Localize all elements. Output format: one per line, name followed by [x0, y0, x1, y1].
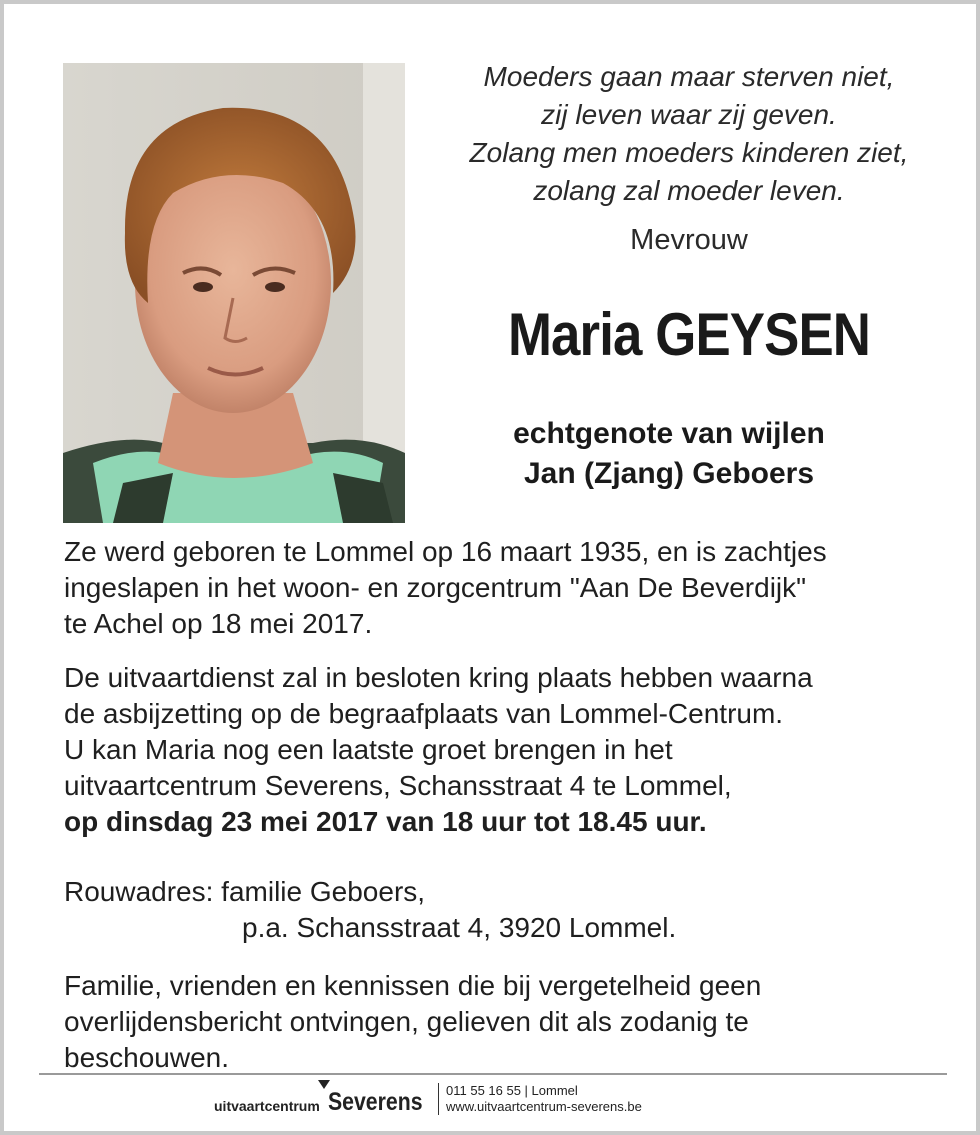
deceased-name: Maria GEYSEN — [507, 301, 871, 368]
spouse-line: Jan (Zjang) Geboers — [523, 457, 815, 490]
poem-line: zij leven waar zij geven. — [541, 99, 837, 130]
logo-name: Severens — [328, 1088, 423, 1116]
text-line: Familie, vrienden en kennissen die bij vergetelheid geen — [64, 970, 762, 1001]
footer-divider — [39, 1073, 947, 1075]
text-line: beschouwen. — [64, 1042, 230, 1073]
text-line: De uitvaartdienst zal in besloten kring plaats hebben waarna — [64, 662, 813, 693]
poem-line: Zolang men moeders kinderen ziet, — [469, 137, 909, 168]
honorific: Mevrouw — [630, 224, 748, 256]
text-line: overlijdensbericht ontvingen, gelieven dit als zodanig te — [64, 1006, 749, 1037]
portrait-photo — [63, 63, 405, 523]
text-line: Ze werd geboren te Lommel op 16 maart 1935, en is zachtjes — [64, 536, 827, 567]
text-line: ingeslapen in het woon- en zorgcentrum "Aan De Beverdijk" — [64, 572, 807, 603]
address-line: Rouwadres: familie Geboers, — [64, 876, 426, 907]
text-line: uitvaartcentrum Severens, Schansstraat 4 te Lommel, — [64, 770, 732, 801]
text-line: te Achel op 18 mei 2017. — [64, 608, 373, 639]
footer-separator — [438, 1083, 439, 1115]
poem-line: Moeders gaan maar sterven niet, — [483, 61, 895, 92]
poem — [414, 58, 964, 210]
address-paragraph — [64, 874, 944, 946]
service-paragraph — [64, 660, 944, 840]
address-line: p.a. Schansstraat 4, 3920 Lommel. — [242, 912, 677, 943]
spouse-line: echtgenote van wijlen — [513, 417, 825, 450]
birth-paragraph — [64, 534, 944, 642]
text-line: de asbijzetting op de begraafplaats van Lommel-Centrum. — [64, 698, 784, 729]
logo-subtitle: uitvaartcentrum — [214, 1098, 320, 1114]
footer-website[interactable]: www.uitvaartcentrum-severens.be — [446, 1099, 642, 1114]
closing-paragraph — [64, 968, 944, 1076]
poem-line: zolang zal moeder leven. — [533, 175, 845, 206]
spouse-info — [404, 414, 934, 494]
service-time: op dinsdag 23 mei 2017 van 18 uur tot 18.45 uur. — [64, 806, 707, 837]
footer-contact — [446, 1083, 642, 1115]
footer-phone: 011 55 16 55 | Lommel — [446, 1083, 578, 1098]
text-line: U kan Maria nog een laatste groet brengen in het — [64, 734, 673, 765]
